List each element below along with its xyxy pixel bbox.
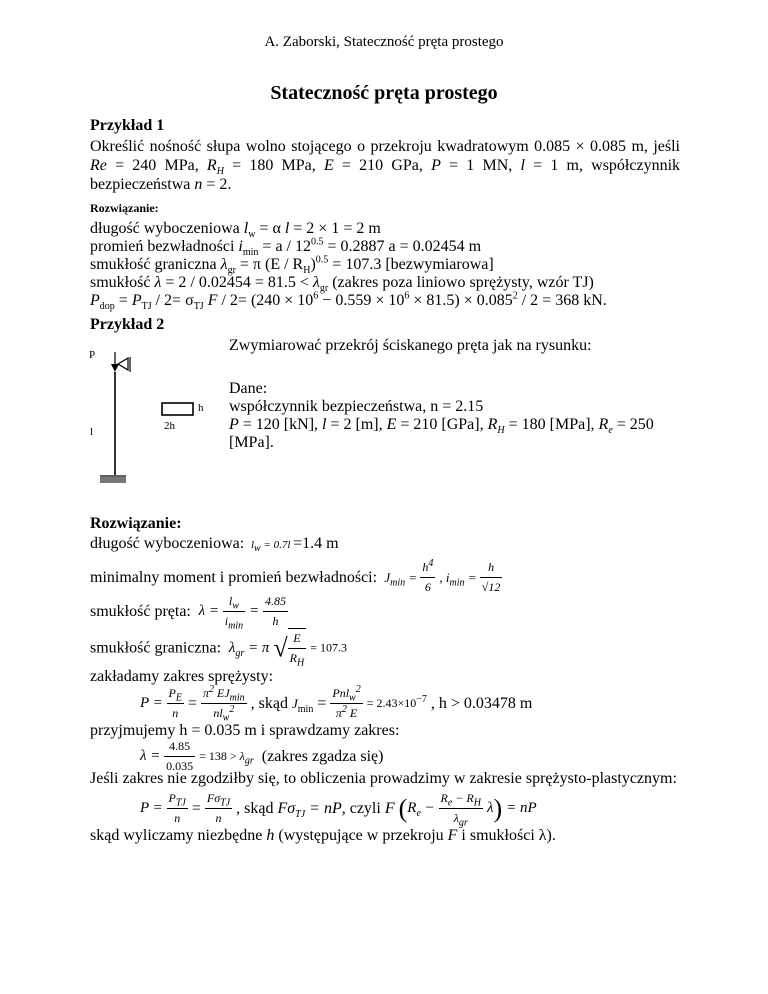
sol1-line-3: smukłość graniczna $\lambda_{gr} = \pi$ $(E / R_H)^{0.5} = 107.3$ [bezwymiarowa] [90, 254, 494, 277]
sol2-line-8: skąd wyliczamy niezbędne h (występujące w przekroju F i smukłości λ). [90, 827, 556, 844]
fig-label-P: P [89, 349, 96, 361]
sol1-line-4: smukłość $\lambda = 2 / 0.02454 = 81.5 < \lambda_{gr}$ (zakres poza liniowo sprężysty, wzór TJ) [90, 274, 594, 295]
sol2-line-6-text: przyjmujemy h = 0.035 m i sprawdzamy zakres: [90, 722, 400, 739]
fig-label-2h: 2h [164, 420, 175, 432]
example-1-statement [90, 137, 680, 194]
page-header: A. Zaborski, Stateczność pręta prostego [264, 34, 504, 50]
sol2-line-1: długość wyboczeniowa: $l_w = 0.7l =1.4$ m [90, 535, 339, 555]
dane-unit: [MPa]. [229, 434, 274, 451]
solution-1-lines [90, 220, 607, 313]
solution-2-heading: Rozwiązanie: [90, 515, 182, 532]
sol2-line-4: smukłość graniczna: $\lambda_{gr} = \pi$ √ $\frac{E}{R_H}$ = 107.3 [90, 628, 347, 668]
example-1-heading: Przykład 1 [90, 117, 165, 134]
sol2-line-3: smukłość pręta: λ = $\frac{l_w}{i_{min}}$ = $\frac{4.85}{h}$ [90, 594, 286, 632]
fig-label-h: h [198, 402, 204, 414]
column-figure [100, 350, 220, 490]
sol2-line-7-formula: P = $\frac{P_{TJ}}{n}$ = $\frac{F\sigma_{TJ}}{n}$ , skąd $F\sigma_{TJ}$ = nP, czyli F ($R_e$ − $\frac{R_e - R_H}{\lambda_{gr}}$ λ) = nP [140, 791, 537, 829]
sol2-line-7-text: Jeśli zakres nie zgodziłby się, to obliczenia prowadzimy w zakresie sprężysto-plastycznym: [90, 770, 677, 787]
sol1-line-5: $P_{dop} = P_{TJ} / 2= \sigma_{TJ}$ $F / 2= (240 \times 10^6 - 0.559 \times 10^6 \times 81.5) \times 0.085^2 / 2 = 368$ kN. [90, 290, 607, 313]
dane-safety: współczynnik bezpieczeństwa, n = 2.15 [229, 398, 484, 415]
solution-label-1: Rozwiązanie: [90, 201, 159, 215]
sol1-line-1: długość wyboczeniowa $l_w = \alpha$ l = 2 × 1 = 2 m [90, 220, 381, 241]
example-2-task: Zwymiarować przekrój ściskanego pręta jak na rysunku: [229, 337, 592, 354]
fig-label-l: l [90, 426, 94, 438]
sol2-line-5-formula: P = $\frac{P_E}{n}$ = $\frac{\pi^2 EJ_{min}}{nl_w^2}$ , skąd $J_{min}$ = $\frac{Pnl_w^2}{\pi^2 E}$ = $2.43\times 10^{-7}$ , h > 0.03478 m [140, 684, 533, 724]
statement-line-3: bezpieczeństwa n = 2. [90, 176, 232, 193]
statement-line-1: Określić nośność słupa wolno stojącego o przekroju kwadratowym 0.085 × 0.085 m, jeśli [90, 138, 680, 155]
page-title: Stateczność pręta prostego [270, 82, 498, 104]
sol1-line-2: promień bezwładności $i_{min} = a / 12^{0.5} = 0.2887$ a = 0.02454 m [90, 236, 482, 259]
dane-block [229, 380, 654, 452]
dane-values: P = 120 [kN], l = 2 [m], E = 210 [GPa], $R_H = 180$ [MPa], $R_e = 250$ [229, 416, 654, 437]
sol2-line-2: minimalny moment i promień bezwładności: $J_{min}$ = $\frac{h^4}{6}$ , $i_{min}$ = $\frac{h}{√12}$ [90, 558, 501, 594]
sol2-line-6-formula: λ = $\frac{4.85}{0.035}$ = $138 > \lambda_{gr}$ (zakres zgadza się) [140, 739, 384, 773]
sol2-line-5-text: zakładamy zakres sprężysty: [90, 668, 274, 685]
dane-label: Dane: [229, 380, 268, 397]
statement-line-2: Re = 240 MPa, $R_H = 180$ MPa, E = 210 GPa, P = 1 MN, l = 1 m, współczynnik [90, 157, 681, 178]
example-2-heading: Przykład 2 [90, 316, 165, 333]
